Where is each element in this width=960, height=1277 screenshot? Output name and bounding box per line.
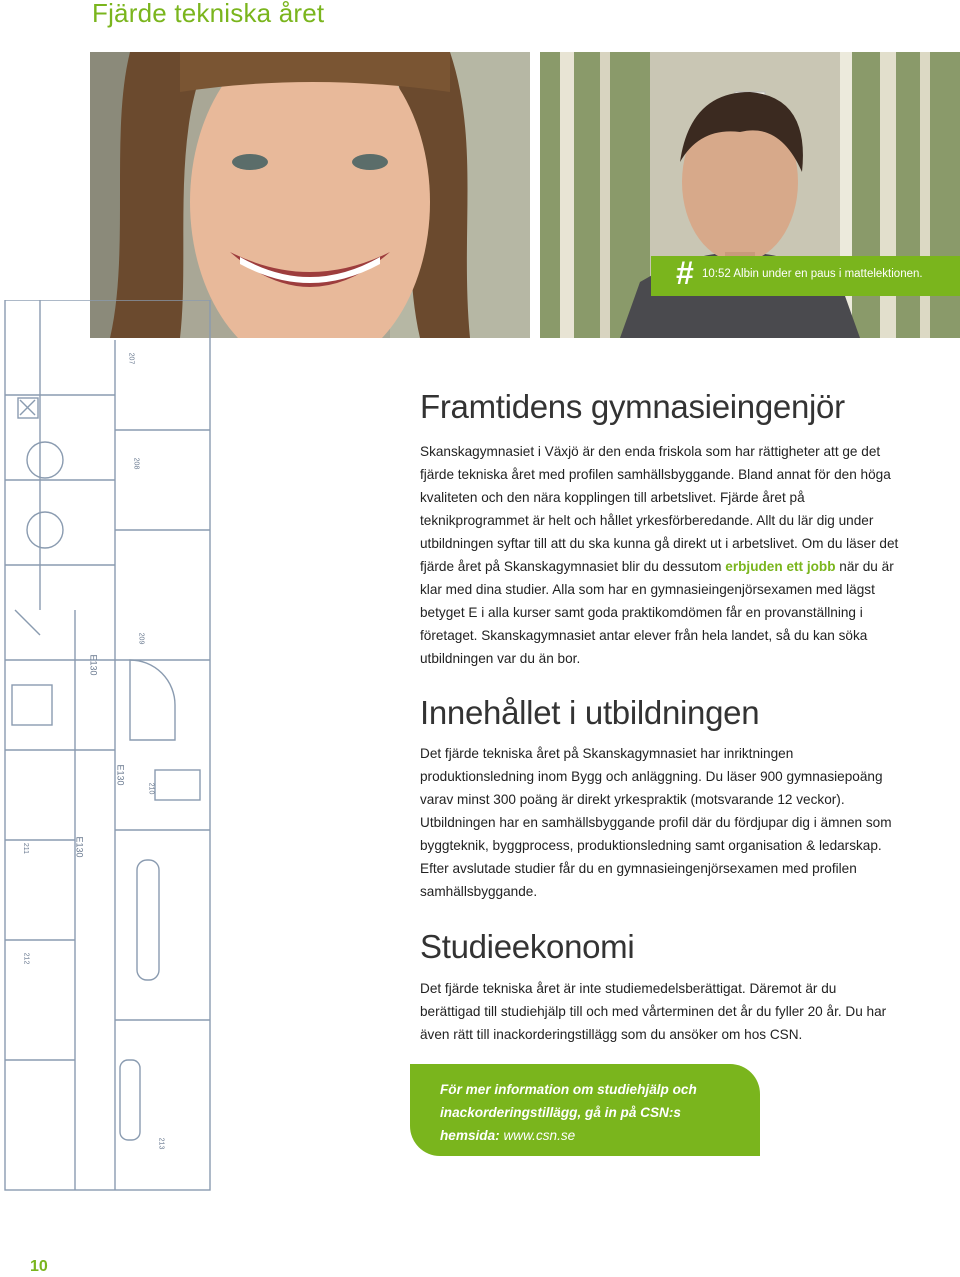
floorplan-label: 209 — [137, 632, 145, 645]
section-paragraph: Skanskagymnasiet i Växjö är den enda friskola som har rättigheter att ge det fjärde tekniska året med profilen samhällsbyggande. Bland annat för den höga kvaliteten och den nära kopplingen till arbetslivet. Fjärde året på teknikprogrammet är helt och hållet yrkesförberedande. Allt du lär dig under utbildningen syftar till att du ska kunna gå direkt ut i arbetslivet. Om du läser det fjärde året på Skanskagymnasiet blir du dessutom erbjuden ett jobb när du är klar med dina studier. Alla som har en gymnasieingenjörsexamen med lägst betyget E i alla kurser samt goda praktikomdömen får en provanställning i företaget. Skanskagymnasiet antar elever från hela landet, så du kan söka utbildningen var du än bor. — [420, 444, 899, 666]
section-paragraph: Det fjärde tekniska året på Skanskagymnasiet har inriktningen produktionsledning inom Bygg och anläggning. Du läser 900 gymnasiepoäng varav minst 300 poäng är direkt yrkespraktik (motsvarande 12 veckor). Utbildningen har en samhällsbyggande profil där du fördjupar dig i ämnen som byggteknik, byggprocess, produktionsledning samt organisation & ledarskap. Efter avslutade studier får du en gymnasieingenjörsexamen med profilen samhällsbyggande. — [420, 746, 892, 899]
floorplan-drawing — [0, 300, 215, 1200]
floorplan-label: E130 — [115, 764, 126, 786]
floorplan-label: 212 — [22, 952, 30, 965]
hash-icon: # — [676, 255, 694, 291]
page-number: 10 — [30, 1258, 48, 1275]
floorplan-label: 211 — [22, 842, 30, 855]
section-heading: Innehållet i utbildningen — [420, 694, 760, 731]
csn-link[interactable]: www.csn.se — [503, 1128, 576, 1143]
floorplan-label: 207 — [127, 352, 135, 365]
section-paragraph: Det fjärde tekniska året är inte studiemedelsberättigat. Däremot är du berättigad till studiehjälp till och med vårterminen det år du fyller 20 år. Du har även rätt till inackorderingstillägg som du ansöker om hos CSN. — [420, 981, 887, 1042]
floorplan-label: E130 — [88, 654, 99, 676]
photo-girl — [90, 52, 530, 338]
info-text: För mer information om studiehjälp och inackorderingstillägg, gå in på CSN:s hemsida: www.csn.se — [440, 1082, 697, 1143]
section-heading: Studieekonomi — [420, 928, 635, 965]
floorplan-label: E130 — [74, 836, 85, 858]
page-title: Fjärde tekniska året — [92, 0, 325, 28]
floorplan-label: 210 — [147, 782, 155, 795]
photo-caption: 10:52 Albin under en paus i mattelektionen. — [702, 268, 923, 280]
floorplan-label: 213 — [157, 1137, 165, 1150]
floorplan-label: 208 — [132, 457, 140, 470]
section-heading: Framtidens gymnasieingenjör — [420, 388, 845, 425]
